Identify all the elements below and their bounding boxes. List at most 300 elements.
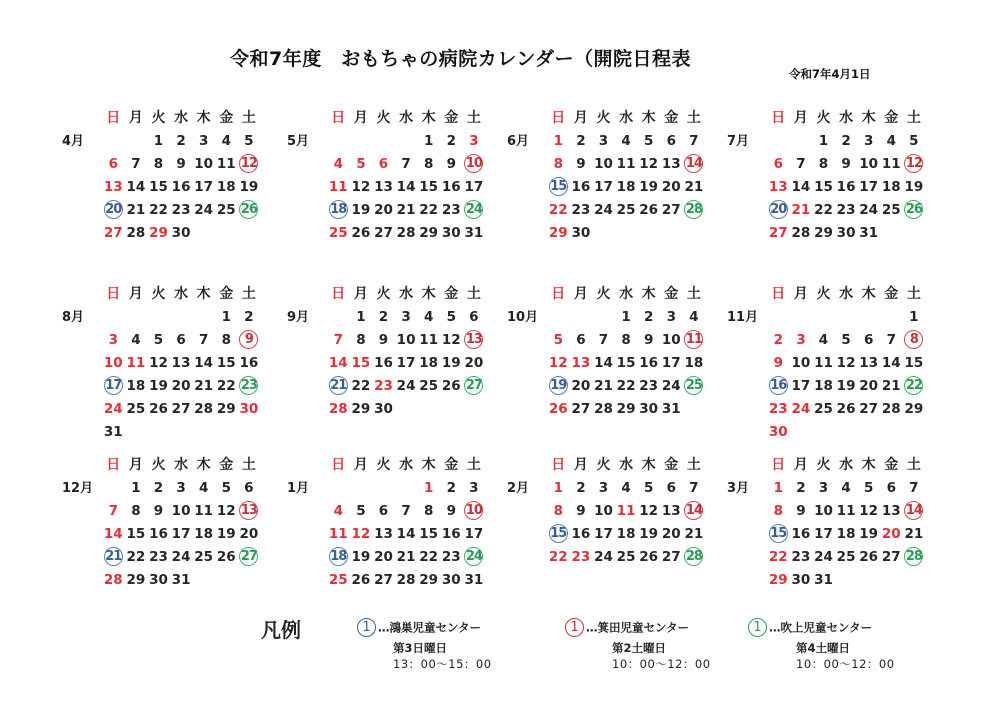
weekday-label: 月 (793, 457, 808, 473)
red-circled-open-day: 12 (905, 155, 922, 171)
week-row (547, 199, 705, 222)
month-label: 5月 (287, 134, 310, 149)
day-cell: 14 (103, 526, 123, 542)
weekday-header (767, 107, 925, 130)
week-row (327, 523, 485, 546)
week-row (102, 329, 260, 352)
month-grid (327, 107, 485, 245)
day-cell: 19 (351, 549, 371, 565)
weekday-label: 火 (596, 286, 611, 302)
weekday-label: 水 (619, 286, 634, 302)
day-cell: 27 (859, 401, 879, 417)
week-row (102, 352, 260, 375)
weekday-label: 火 (376, 110, 391, 126)
day-cell: 30 (374, 401, 393, 417)
day-cell (903, 329, 926, 352)
weekday-label: 日 (106, 457, 121, 473)
green-circled-open-day: 27 (240, 548, 257, 564)
weekday-label: 金 (219, 286, 234, 302)
green-circled-open-day: 24 (465, 201, 482, 217)
day-cell (683, 500, 706, 523)
day-cell: 3 (108, 332, 118, 348)
day-cell (327, 546, 350, 569)
month-12 (727, 454, 947, 614)
day-cell: 15 (616, 355, 636, 371)
day-cell: 6 (576, 332, 586, 348)
day-cell: 26 (351, 225, 371, 241)
day-cell: 25 (216, 202, 236, 218)
weekday-label: 日 (331, 286, 346, 302)
day-cell: 11 (194, 503, 214, 519)
weekday-label: 月 (573, 110, 588, 126)
day-cell: 15 (904, 355, 924, 371)
day-cell: 26 (836, 401, 856, 417)
day-cell: 21 (684, 526, 704, 542)
day-cell: 13 (171, 355, 191, 371)
empty-cell (350, 130, 373, 153)
week-row (102, 523, 260, 546)
day-cell: 1 (909, 309, 919, 325)
weekday-label: 月 (353, 286, 368, 302)
legend-schedule: 第4土曜日 (796, 641, 851, 655)
day-cell: 15 (216, 355, 236, 371)
day-cell: 21 (881, 378, 901, 394)
day-cell: 29 (419, 225, 439, 241)
day-cell: 26 (149, 401, 168, 417)
day-cell: 18 (814, 378, 833, 394)
weekday-label: 木 (196, 457, 211, 473)
day-cell: 11 (328, 526, 348, 542)
day-cell: 27 (661, 202, 681, 218)
day-cell: 31 (103, 424, 123, 440)
month-label: 11月 (727, 310, 759, 325)
legend-schedule: 第3日曜日 (393, 641, 448, 655)
week-row (327, 130, 485, 153)
month-grid (547, 454, 705, 569)
day-cell: 6 (244, 480, 254, 496)
day-cell: 1 (423, 480, 434, 496)
day-cell: 9 (576, 503, 586, 519)
day-cell: 22 (616, 378, 636, 394)
day-cell: 25 (881, 202, 901, 218)
week-row (767, 398, 925, 421)
day-cell (102, 199, 125, 222)
empty-cell (857, 306, 880, 329)
day-cell (238, 199, 261, 222)
weekday-label: 月 (573, 286, 588, 302)
blue-circled-open-day: 18 (330, 548, 347, 564)
empty-cell (835, 306, 858, 329)
weekday-label: 日 (331, 110, 346, 126)
weekday-label: 金 (219, 457, 234, 473)
month-1 (62, 107, 282, 267)
day-cell (683, 153, 706, 176)
weekday-label: 日 (551, 110, 566, 126)
day-cell: 15 (419, 179, 439, 195)
legend-time: 13：00～15：00 (393, 657, 492, 671)
weekday-label: 月 (128, 286, 143, 302)
weekday-label: 金 (664, 286, 679, 302)
day-cell: 5 (553, 332, 563, 348)
empty-cell (170, 306, 193, 329)
weekday-label: 土 (906, 457, 921, 473)
week-row (102, 421, 260, 444)
blue-circled-open-day: 19 (550, 377, 567, 393)
blue-circled-open-day: 20 (105, 201, 122, 217)
day-cell: 30 (441, 572, 461, 588)
day-cell: 26 (639, 202, 659, 218)
day-cell: 28 (328, 401, 348, 417)
blue-circled-open-day: 15 (770, 525, 787, 541)
day-cell: 24 (791, 401, 811, 417)
day-cell: 19 (351, 202, 371, 218)
weekday-label: 土 (906, 286, 921, 302)
red-circled-open-day: 8 (904, 330, 923, 349)
empty-cell (767, 130, 790, 153)
red-circled-open-day: 14 (905, 502, 922, 518)
legend-title: 凡例 (261, 618, 301, 642)
legend-center-name: …吹上児童センター (769, 620, 873, 635)
week-row (102, 306, 260, 329)
day-cell: 5 (909, 133, 919, 149)
day-cell (683, 375, 706, 398)
week-row (102, 398, 260, 421)
month-label: 4月 (62, 134, 85, 149)
day-cell: 30 (791, 572, 811, 588)
weekday-label: 土 (906, 110, 921, 126)
week-row (327, 477, 485, 500)
week-row (102, 546, 260, 569)
day-cell: 25 (836, 549, 856, 565)
day-cell: 24 (103, 401, 123, 417)
week-row (547, 546, 705, 569)
day-cell: 25 (616, 202, 636, 218)
week-row (102, 153, 260, 176)
day-cell: 5 (221, 480, 231, 496)
day-cell: 23 (441, 549, 461, 565)
day-cell: 2 (446, 480, 456, 496)
week-row (767, 523, 925, 546)
day-cell: 22 (548, 549, 568, 565)
day-cell: 17 (791, 378, 811, 394)
day-cell (327, 199, 350, 222)
week-row (547, 477, 705, 500)
day-cell: 2 (773, 332, 783, 348)
day-cell (102, 375, 125, 398)
day-cell: 26 (548, 401, 568, 417)
legend-center-name: …鴻巣児童センター (378, 620, 482, 635)
day-cell (102, 546, 125, 569)
weekday-label: 月 (128, 457, 143, 473)
blue-circled-open-day: 20 (770, 201, 787, 217)
day-cell: 12 (351, 179, 371, 195)
blue-circled-open-day: 17 (105, 377, 122, 393)
day-cell: 10 (594, 503, 613, 519)
day-cell: 5 (446, 309, 456, 325)
day-cell: 23 (836, 202, 856, 218)
month-11 (507, 454, 727, 614)
weekday-label: 木 (196, 286, 211, 302)
day-cell: 8 (818, 156, 829, 172)
day-cell (463, 329, 486, 352)
weekday-label: 月 (793, 286, 808, 302)
day-cell: 30 (239, 401, 259, 417)
weekday-label: 月 (353, 457, 368, 473)
day-cell: 24 (396, 378, 416, 394)
day-cell: 29 (814, 225, 833, 241)
week-row (327, 199, 485, 222)
green-circled-open-day: 28 (905, 548, 922, 564)
day-cell: 29 (419, 572, 439, 588)
empty-cell (372, 477, 395, 500)
month-grid (767, 454, 925, 592)
day-cell: 7 (333, 332, 343, 348)
weekday-label: 土 (686, 457, 701, 473)
weekday-header (547, 283, 705, 306)
month-label: 6月 (507, 134, 530, 149)
day-cell: 29 (149, 225, 168, 241)
weekday-label: 火 (376, 457, 391, 473)
weekday-header (102, 283, 260, 306)
day-cell: 4 (423, 309, 434, 325)
weekday-label: 金 (444, 286, 459, 302)
day-cell: 8 (131, 503, 141, 519)
blue-circled-open-day: 15 (550, 178, 567, 194)
day-cell: 9 (773, 355, 783, 371)
day-cell: 2 (153, 480, 164, 496)
day-cell: 8 (553, 156, 563, 172)
weekday-label: 水 (399, 457, 414, 473)
day-cell: 1 (818, 133, 829, 149)
day-cell: 21 (194, 378, 214, 394)
green-circled-open-day: 26 (905, 201, 922, 217)
month-label: 9月 (287, 310, 310, 325)
day-cell: 15 (814, 179, 833, 195)
day-cell: 14 (194, 355, 214, 371)
blue-circle-icon: 1 (357, 618, 376, 637)
day-cell: 17 (594, 179, 613, 195)
issued-date: 令和7年4月1日 (789, 67, 871, 81)
month-label: 12月 (62, 481, 94, 496)
day-cell: 29 (126, 572, 146, 588)
green-circled-open-day: 23 (240, 377, 257, 393)
red-circle-icon: 1 (565, 618, 584, 637)
month-grid (547, 107, 705, 245)
week-row (102, 375, 260, 398)
week-row (102, 130, 260, 153)
month-3 (507, 107, 727, 267)
day-cell: 1 (553, 480, 563, 496)
weekday-label: 水 (839, 457, 854, 473)
weekday-label: 水 (839, 110, 854, 126)
day-cell: 29 (548, 225, 568, 241)
day-cell: 17 (464, 179, 484, 195)
weekday-label: 日 (331, 457, 346, 473)
week-row (102, 500, 260, 523)
day-cell: 3 (176, 480, 186, 496)
day-cell: 6 (666, 133, 676, 149)
day-cell: 19 (904, 179, 924, 195)
day-cell: 6 (378, 156, 389, 172)
week-row (547, 352, 705, 375)
day-cell: 2 (378, 309, 389, 325)
day-cell: 16 (239, 355, 259, 371)
day-cell: 21 (396, 549, 416, 565)
day-cell: 9 (176, 156, 186, 172)
day-cell: 29 (616, 401, 636, 417)
day-cell: 28 (594, 401, 613, 417)
red-circled-open-day: 13 (465, 331, 482, 347)
day-cell: 20 (661, 179, 681, 195)
day-cell: 3 (598, 133, 609, 149)
red-circled-open-day: 13 (240, 502, 257, 518)
day-cell: 10 (103, 355, 123, 371)
weekday-label: 火 (816, 110, 831, 126)
day-cell: 12 (639, 156, 659, 172)
day-cell: 5 (356, 156, 366, 172)
week-row (102, 477, 260, 500)
weekday-header (547, 107, 705, 130)
day-cell: 28 (791, 225, 811, 241)
weekday-header (547, 454, 705, 477)
day-cell: 23 (149, 549, 168, 565)
day-cell: 23 (374, 378, 393, 394)
day-cell (238, 375, 261, 398)
day-cell: 7 (598, 332, 609, 348)
weekday-label: 火 (816, 457, 831, 473)
week-row (102, 569, 260, 592)
day-cell (463, 500, 486, 523)
day-cell (683, 546, 706, 569)
day-cell: 28 (881, 401, 901, 417)
day-cell: 26 (351, 572, 371, 588)
day-cell: 13 (881, 503, 901, 519)
month-label: 7月 (727, 134, 750, 149)
weekday-label: 木 (421, 110, 436, 126)
day-cell: 9 (378, 332, 389, 348)
weekday-header (327, 454, 485, 477)
day-cell: 4 (841, 480, 851, 496)
day-cell: 25 (328, 225, 348, 241)
green-circled-open-day: 24 (465, 548, 482, 564)
weekday-label: 金 (884, 286, 899, 302)
day-cell: 9 (841, 156, 851, 172)
day-cell: 16 (441, 526, 461, 542)
day-cell: 31 (859, 225, 879, 241)
day-cell: 26 (639, 549, 659, 565)
blue-circled-open-day: 16 (770, 377, 787, 393)
day-cell: 3 (469, 480, 479, 496)
day-cell (238, 500, 261, 523)
week-row (547, 375, 705, 398)
day-cell: 31 (171, 572, 191, 588)
day-cell (238, 153, 261, 176)
month-10 (287, 454, 507, 614)
day-cell: 28 (126, 225, 146, 241)
weekday-header (102, 107, 260, 130)
day-cell: 2 (841, 133, 851, 149)
day-cell: 16 (791, 526, 811, 542)
week-row (547, 130, 705, 153)
month-8 (727, 283, 947, 443)
day-cell: 3 (469, 133, 479, 149)
day-cell (903, 153, 926, 176)
week-row (767, 421, 925, 444)
day-cell: 3 (796, 332, 806, 348)
day-cell: 18 (216, 179, 236, 195)
weekday-label: 月 (128, 110, 143, 126)
day-cell: 22 (216, 378, 236, 394)
day-cell: 17 (464, 526, 484, 542)
weekday-label: 土 (686, 110, 701, 126)
day-cell: 14 (126, 179, 146, 195)
day-cell: 6 (863, 332, 874, 348)
week-row (327, 352, 485, 375)
day-cell: 3 (198, 133, 209, 149)
day-cell: 22 (419, 549, 439, 565)
week-row (547, 222, 705, 245)
day-cell: 19 (216, 526, 236, 542)
day-cell: 9 (446, 156, 456, 172)
weekday-label: 木 (861, 286, 876, 302)
day-cell: 16 (441, 179, 461, 195)
day-cell: 23 (639, 378, 659, 394)
week-row (327, 569, 485, 592)
week-row (767, 569, 925, 592)
day-cell: 1 (153, 133, 164, 149)
month-7 (507, 283, 727, 443)
day-cell: 11 (419, 332, 439, 348)
day-cell: 27 (171, 401, 191, 417)
red-circled-open-day: 14 (685, 502, 702, 518)
month-grid (327, 454, 485, 592)
day-cell: 31 (661, 401, 681, 417)
day-cell: 16 (836, 179, 856, 195)
day-cell: 4 (333, 156, 343, 172)
day-cell: 2 (576, 480, 586, 496)
day-cell (238, 329, 261, 352)
month-9 (62, 454, 282, 614)
day-cell: 30 (639, 401, 659, 417)
month-label: 1月 (287, 481, 310, 496)
week-row (767, 546, 925, 569)
weekday-header (327, 107, 485, 130)
day-cell: 25 (328, 572, 348, 588)
day-cell (903, 500, 926, 523)
day-cell: 25 (814, 401, 833, 417)
day-cell: 12 (859, 503, 879, 519)
weekday-label: 木 (641, 110, 656, 126)
empty-cell (570, 306, 593, 329)
green-circled-open-day: 25 (685, 377, 702, 393)
day-cell: 2 (446, 133, 456, 149)
week-row (767, 375, 925, 398)
day-cell: 11 (616, 156, 636, 172)
day-cell: 4 (818, 332, 829, 348)
day-cell: 4 (221, 133, 231, 149)
day-cell: 3 (598, 480, 609, 496)
day-cell: 24 (171, 549, 191, 565)
day-cell: 5 (841, 332, 851, 348)
day-cell: 24 (814, 549, 833, 565)
day-cell: 15 (149, 179, 168, 195)
red-circled-open-day: 10 (465, 502, 482, 518)
weekday-label: 水 (174, 457, 189, 473)
weekday-label: 月 (793, 110, 808, 126)
week-row (547, 153, 705, 176)
day-cell: 22 (419, 202, 439, 218)
day-cell: 19 (859, 526, 879, 542)
